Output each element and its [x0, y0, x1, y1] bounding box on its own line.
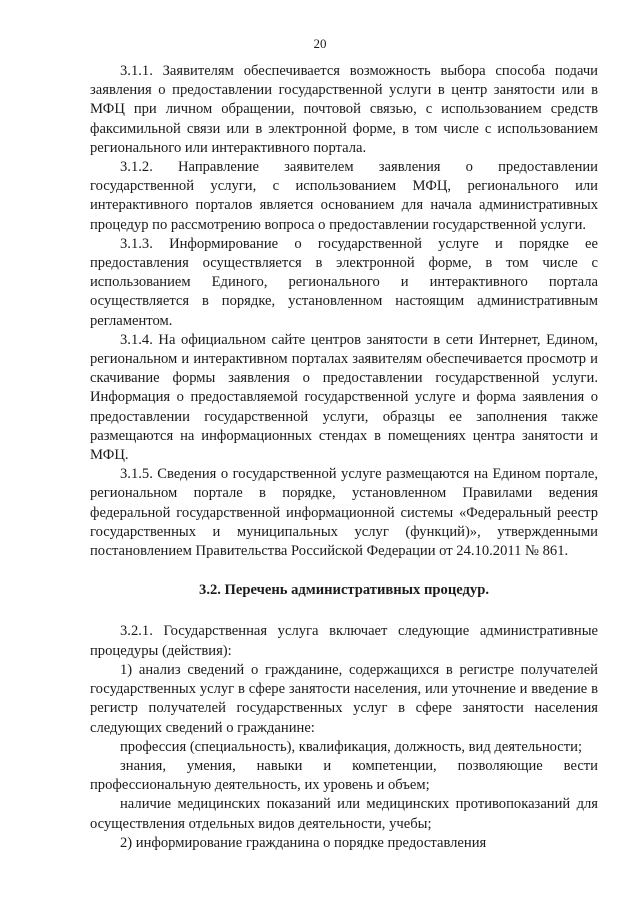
list-subitem-profession: профессия (специальность), квалификация, должность, вид деятельности; — [120, 738, 583, 755]
section-title: 3.2. Перечень административных процедур. — [199, 582, 489, 599]
list-subitem-skills: знания, умения, навыки и компетенции, позволяющие вести профессиональную деятельность, их уровень и объем; — [90, 757, 598, 794]
document-body — [90, 62, 598, 853]
paragraph-3-1-5: 3.1.5. Сведения о государственной услуге размещаются на Едином портале, региональном портале в порядке, установленном Правилами ведения федеральной государственной информационной системы «Федеральный реестр государственных и муниципальных услуг (функций)», утвержденными постановлением Правительства Российской Федерации от 24.10.2011 № 861. — [90, 466, 598, 560]
list-item-1: 1) анализ сведений о гражданине, содержащихся в регистре получателей государственных услуг в сфере занятости населения, или уточнение и введение в регистр получателей государственных услуг в сфере занятости населения следующих сведений о гражданине: — [90, 661, 598, 736]
list-item-2: 2) информирование гражданина о порядке предоставления — [120, 834, 487, 851]
list-subitem-medical: наличие медицинских показаний или медицинских противопоказаний для осуществления отдельных видов деятельности, учебы; — [90, 796, 598, 832]
paragraph-3-2-1: 3.2.1. Государственная услуга включает следующие административные процедуры (действия): — [90, 623, 598, 659]
paragraph-3-1-4: 3.1.4. На официальном сайте центров занятости в сети Интернет, Едином, региональном и интерактивном порталах заявителям обеспечивается просмотр и скачивание формы заявления о предоставлении государственной услуги. Информация о предоставляемой государственной услуге и форма заявления о предоставлении государственной услуги, образцы ее заполнения также размещаются на информационных стендах в помещениях центра занятости и МФЦ. — [90, 331, 598, 464]
paragraph-3-1-3: 3.1.3. Информирование о государственной услуге и порядке ее предоставления осуществляется в электронной форме, в том числе с использованием Единого, регионального и интерактивного портала осуществляется в порядке, установленном настоящим административным регламентом. — [90, 235, 598, 329]
paragraph-3-1-2: 3.1.2. Направление заявителем заявления о предоставлении государственной услуги, с использованием МФЦ, регионального или интерактивного порталов является основанием для начала административных процедур по рассмотрению вопроса о предоставлении государственной услуги. — [90, 159, 598, 233]
paragraph-3-1-1: 3.1.1. Заявителям обеспечивается возможность выбора способа подачи заявления о предоставлении государственной услуги в центр занятости или в МФЦ при личном обращении, почтовой связью, с использованием средств факсимильной связи или в электронной форме, в том числе с использованием регионального или интерактивного портала. — [90, 63, 598, 156]
page-number: 20 — [313, 36, 327, 51]
